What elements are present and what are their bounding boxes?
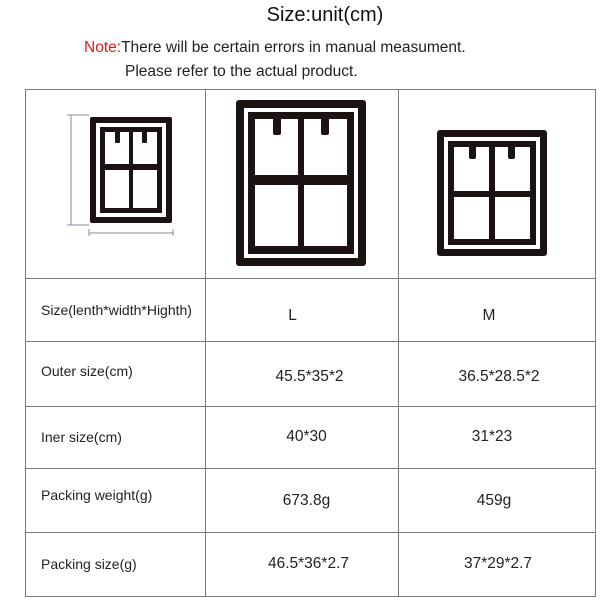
note-text: There will be certain errors in manual measument. <box>121 39 466 56</box>
packing-size-large-value: 46.5*36*2.7 <box>267 555 350 572</box>
note-line <box>84 39 466 57</box>
packing-weight-large-value: 673.8g <box>282 492 331 509</box>
table-border <box>25 596 596 597</box>
size-table <box>25 89 596 597</box>
packing-weight-medium-value: 459g <box>476 492 512 509</box>
packing-size-medium-value: 37*29*2.7 <box>463 555 533 572</box>
note-label: Note: <box>84 39 122 56</box>
row-label-packing-size: Packing size(g) <box>41 556 137 572</box>
outer-size-medium-value: 36.5*28.5*2 <box>458 368 540 385</box>
row-label-inner-size: Iner size(cm) <box>41 429 122 445</box>
row-label-packing-weight: Packing weight(g) <box>41 487 153 503</box>
note-line-2: Please refer to the actual product. <box>125 63 358 80</box>
door-frame-medium-icon <box>436 129 548 257</box>
size-large-value: L <box>288 307 297 324</box>
inner-size-large-value: 40*30 <box>286 428 327 445</box>
door-frame-diagram-icon <box>65 109 185 239</box>
table-border <box>25 89 26 597</box>
table-border <box>25 89 596 90</box>
outer-size-large-value: 45.5*35*2 <box>275 368 344 385</box>
row-label-size: Size(lenth*width*Highth) <box>41 302 192 318</box>
page-title: Size:unit(cm) <box>266 4 384 26</box>
inner-size-medium-value: 31*23 <box>471 428 513 445</box>
door-frame-large-icon <box>235 99 367 267</box>
size-medium-value: M <box>482 307 496 324</box>
row-label-outer-size: Outer size(cm) <box>41 363 133 379</box>
